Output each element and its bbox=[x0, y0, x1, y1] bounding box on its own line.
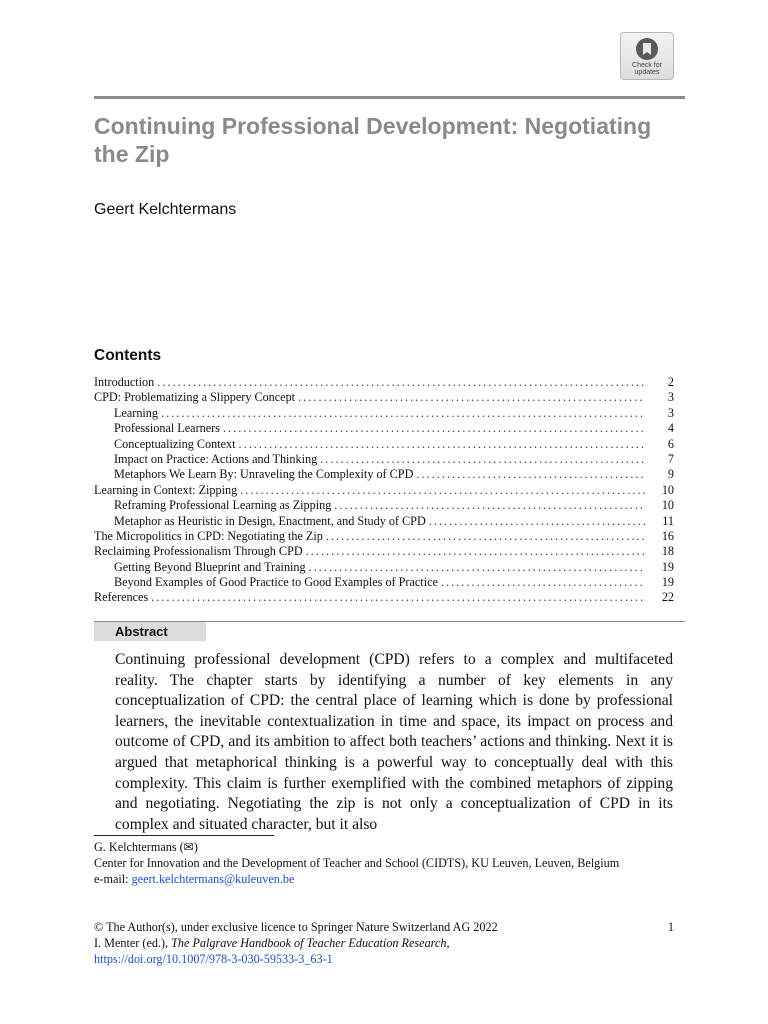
book-title-suffix: , bbox=[446, 936, 450, 950]
email-link[interactable]: geert.kelchtermans@kuleuven.be bbox=[131, 872, 295, 886]
toc-entry-page: 4 bbox=[667, 421, 674, 436]
toc-entry[interactable] bbox=[94, 375, 674, 390]
toc-leader-dots bbox=[298, 390, 645, 405]
toc-entry[interactable] bbox=[94, 467, 674, 482]
email-label: e-mail: bbox=[94, 872, 129, 886]
book-title: The Palgrave Handbook of Teacher Education Research bbox=[171, 936, 447, 950]
toc-entry-title: Learning in Context: Zipping bbox=[94, 482, 238, 497]
toc-entry-page: 3 bbox=[667, 390, 674, 405]
bookmark-icon bbox=[635, 37, 659, 61]
toc-leader-dots bbox=[239, 437, 645, 452]
toc-entry-title: References bbox=[94, 590, 149, 605]
toc-entry-page: 22 bbox=[661, 590, 674, 605]
chapter-title: Continuing Professional Development: Negotiating the Zip bbox=[94, 113, 652, 167]
toc-entry[interactable] bbox=[94, 483, 674, 498]
toc-leader-dots bbox=[240, 483, 645, 498]
toc-entry[interactable] bbox=[94, 544, 674, 559]
toc-entry-page: 2 bbox=[667, 375, 674, 389]
footnote-email-line bbox=[94, 871, 674, 887]
abstract-label: Abstract bbox=[94, 622, 206, 641]
toc-leader-dots bbox=[326, 529, 645, 544]
toc-leader-dots bbox=[429, 514, 645, 529]
footnote-author: G. Kelchtermans (✉) bbox=[94, 840, 198, 854]
toc-entry-page: 19 bbox=[661, 575, 674, 590]
copyright-notice: © The Author(s), under exclusive licence to Springer Nature Switzerland AG 2022 bbox=[94, 920, 498, 934]
editor: I. Menter (ed.), bbox=[94, 936, 169, 950]
table-of-contents bbox=[94, 375, 674, 606]
toc-entry[interactable] bbox=[94, 575, 674, 590]
toc-leader-dots bbox=[334, 498, 645, 513]
toc-entry-title: The Micropolitics in CPD: Negotiating the Zip bbox=[94, 528, 323, 543]
toc-entry[interactable] bbox=[94, 590, 674, 605]
toc-entry[interactable] bbox=[94, 514, 674, 529]
toc-entry[interactable] bbox=[94, 421, 674, 436]
toc-entry[interactable] bbox=[94, 529, 674, 544]
footnote bbox=[94, 839, 674, 887]
toc-entry-title: Metaphor as Heuristic in Design, Enactment, and Study of CPD bbox=[114, 513, 426, 528]
toc-entry-page: 18 bbox=[661, 544, 674, 559]
toc-entry-title: Beyond Examples of Good Practice to Good Examples of Practice bbox=[114, 575, 438, 590]
badge-label: Check for updates bbox=[632, 62, 662, 76]
toc-leader-dots bbox=[151, 590, 645, 605]
toc-entry-title: Reclaiming Professionalism Through CPD bbox=[94, 544, 303, 559]
toc-entry[interactable] bbox=[94, 406, 674, 421]
footnote-rule bbox=[94, 835, 274, 836]
publication-info bbox=[94, 919, 674, 967]
toc-entry-title: Conceptualizing Context bbox=[114, 436, 236, 451]
toc-entry-page: 10 bbox=[661, 498, 674, 513]
contents-heading: Contents bbox=[94, 347, 162, 364]
toc-leader-dots bbox=[320, 452, 645, 467]
citation-line bbox=[94, 935, 674, 951]
abstract-text: Continuing professional development (CPD) refers to a complex and multifaceted reality. The chapter starts by identifying a number of key elements in any conceptualization of CPD: the central place of learning which is done by professional learners, the inevitable contextualization in time and space, its impact on process and outcome of CPD, and its ambition to affect both teachers’ actions and thinking. Next it is argued that metaphorical thinking is a powerful way to conceptually deal with this complexity. This claim is further exemplified with the combined metaphors of zipping and negotiating. Negotiating the zip is not only a conceptualization of CPD in its complex and situated character, but it also bbox=[115, 651, 673, 833]
toc-entry-page: 10 bbox=[661, 482, 674, 497]
toc-entry-page: 16 bbox=[661, 528, 674, 543]
toc-leader-dots bbox=[157, 375, 645, 390]
toc-entry[interactable] bbox=[94, 452, 674, 467]
toc-leader-dots bbox=[441, 575, 645, 590]
toc-entry-page: 6 bbox=[667, 436, 674, 451]
toc-leader-dots bbox=[309, 560, 645, 575]
doi-link[interactable]: https://doi.org/10.1007/978-3-030-59533-3_63-1 bbox=[94, 952, 333, 966]
toc-leader-dots bbox=[161, 406, 645, 421]
toc-entry[interactable] bbox=[94, 498, 674, 513]
toc-entry-title: Introduction bbox=[94, 375, 155, 389]
toc-entry[interactable] bbox=[94, 437, 674, 452]
toc-entry-page: 3 bbox=[667, 405, 674, 420]
check-for-updates-badge[interactable] bbox=[620, 32, 674, 80]
toc-entry-title: Learning bbox=[114, 405, 158, 420]
toc-entry-title: Metaphors We Learn By: Unraveling the Complexity of CPD bbox=[114, 467, 414, 482]
toc-entry-title: Reframing Professional Learning as Zipping bbox=[114, 498, 332, 513]
toc-entry-page: 19 bbox=[661, 559, 674, 574]
toc-entry-title: Impact on Practice: Actions and Thinking bbox=[114, 451, 318, 466]
top-rule bbox=[94, 96, 685, 99]
toc-entry[interactable] bbox=[94, 560, 674, 575]
toc-entry-title: Professional Learners bbox=[114, 421, 220, 436]
author-name: Geert Kelchtermans bbox=[94, 201, 237, 218]
doi-line bbox=[94, 951, 674, 967]
toc-leader-dots bbox=[223, 421, 645, 436]
page-number: 1 bbox=[667, 920, 674, 934]
toc-entry-title: Getting Beyond Blueprint and Training bbox=[114, 559, 306, 574]
toc-leader-dots bbox=[416, 467, 645, 482]
toc-entry-page: 7 bbox=[667, 451, 674, 466]
toc-entry-page: 11 bbox=[662, 513, 674, 528]
toc-entry-title: CPD: Problematizing a Slippery Concept bbox=[94, 390, 296, 405]
footnote-affiliation: Center for Innovation and the Development of Teacher and School (CIDTS), KU Leuven, Leuven, Belgium bbox=[94, 856, 620, 870]
toc-entry-page: 9 bbox=[667, 467, 674, 482]
toc-leader-dots bbox=[306, 544, 645, 559]
toc-entry[interactable] bbox=[94, 390, 674, 405]
